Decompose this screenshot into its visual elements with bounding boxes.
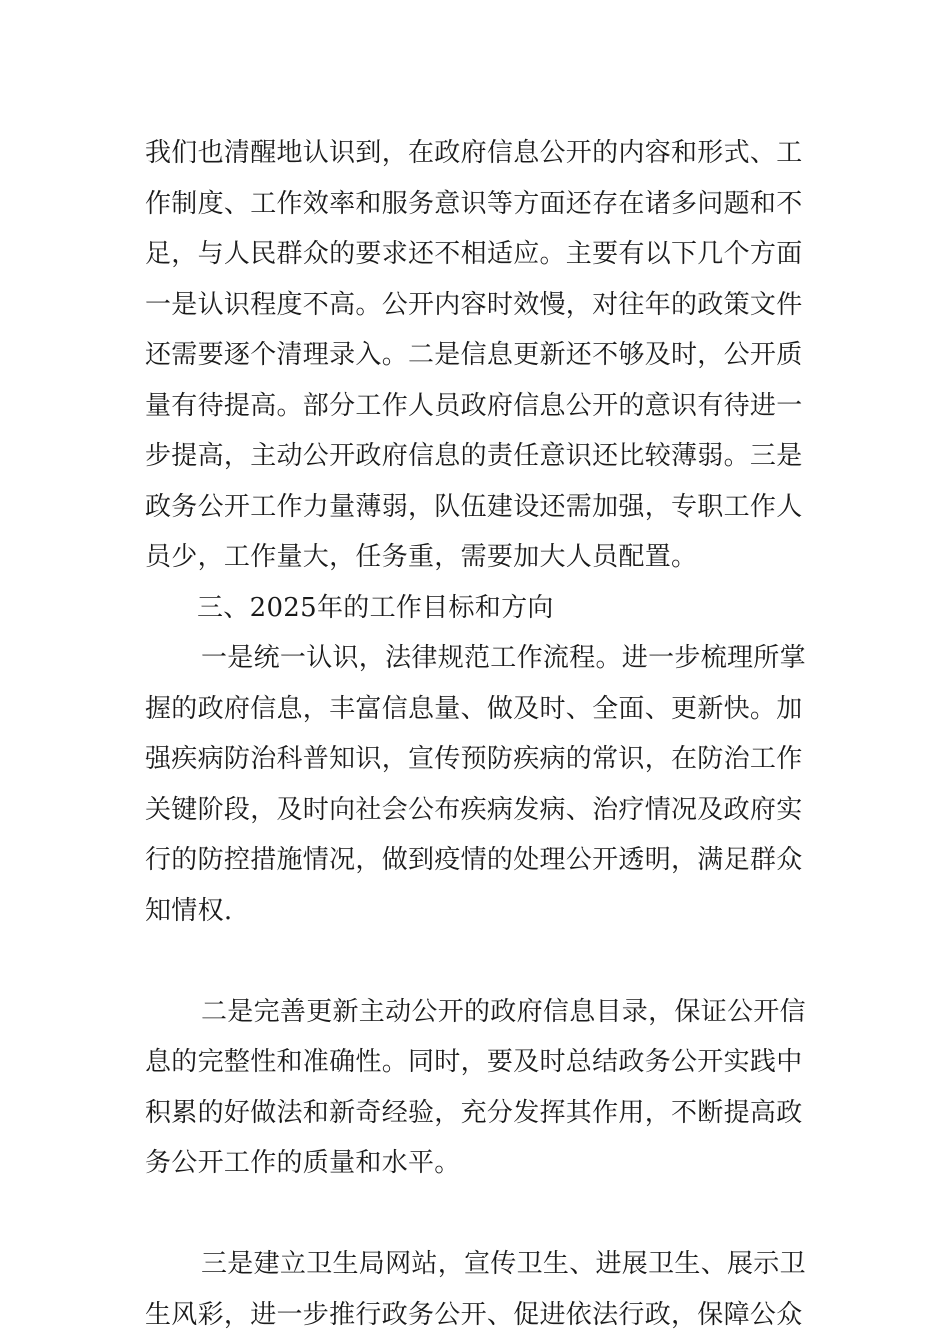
- text-line: 一是统一认识，法律规范工作流程。进一步梳理所掌: [201, 643, 806, 673]
- text-line: 步提高，主动公开政府信息的责任意识还比较薄弱。三是: [145, 441, 803, 471]
- document-body: [145, 128, 815, 1340]
- section-heading: 三、2025年的工作目标和方向: [197, 592, 554, 623]
- text-line: 生风彩，进一步推行政务公开、促进依法行政，保障公众: [145, 1299, 803, 1330]
- text-line: 量有待提高。部分工作人员政府信息公开的意识有待进一: [145, 390, 803, 421]
- text-line: 强疾病防治科普知识，宣传预防疾病的常识，在防治工作: [145, 744, 803, 774]
- text-line: 二是完善更新主动公开的政府信息目录，保证公开信: [201, 996, 806, 1027]
- text-line: 足，与人民群众的要求还不相适应。主要有以下几个方面: [145, 239, 803, 269]
- text-line: 知情权.: [145, 895, 233, 926]
- text-line: 关键阶段，及时向社会公布疾病发病、治疗情况及政府实: [145, 794, 803, 825]
- text-line: 三是建立卫生局网站，宣传卫生、进展卫生、展示卫: [201, 1249, 806, 1279]
- text-line: 一是认识程度不高。公开内容时效慢，对往年的政策文件: [145, 289, 803, 320]
- blank-line: [145, 1189, 815, 1240]
- text-line: 行的防控措施情况，做到疫情的处理公开透明，满足群众: [145, 845, 803, 875]
- text-line: 务公开工作的质量和水平。: [145, 1148, 461, 1178]
- text-line: 还需要逐个清理录入。二是信息更新还不够及时，公开质: [145, 340, 803, 370]
- blank-line: [145, 936, 815, 987]
- text-line: 积累的好做法和新奇经验，充分发挥其作用，不断提高政: [145, 1097, 803, 1128]
- text-line: 作制度、工作效率和服务意识等方面还存在诸多问题和不: [145, 188, 803, 219]
- text-line: 握的政府信息，丰富信息量、做及时、全面、更新快。加: [145, 693, 803, 724]
- text-line: 我们也清醒地认识到，在政府信息公开的内容和形式、工: [145, 138, 803, 168]
- text-line: 息的完整性和准确性。同时，要及时总结政务公开实践中: [145, 1047, 803, 1077]
- text-line: 政务公开工作力量薄弱，队伍建设还需加强，专职工作人: [145, 491, 803, 522]
- text-line: 员少，工作量大，任务重，需要加大人员配置。: [145, 542, 698, 572]
